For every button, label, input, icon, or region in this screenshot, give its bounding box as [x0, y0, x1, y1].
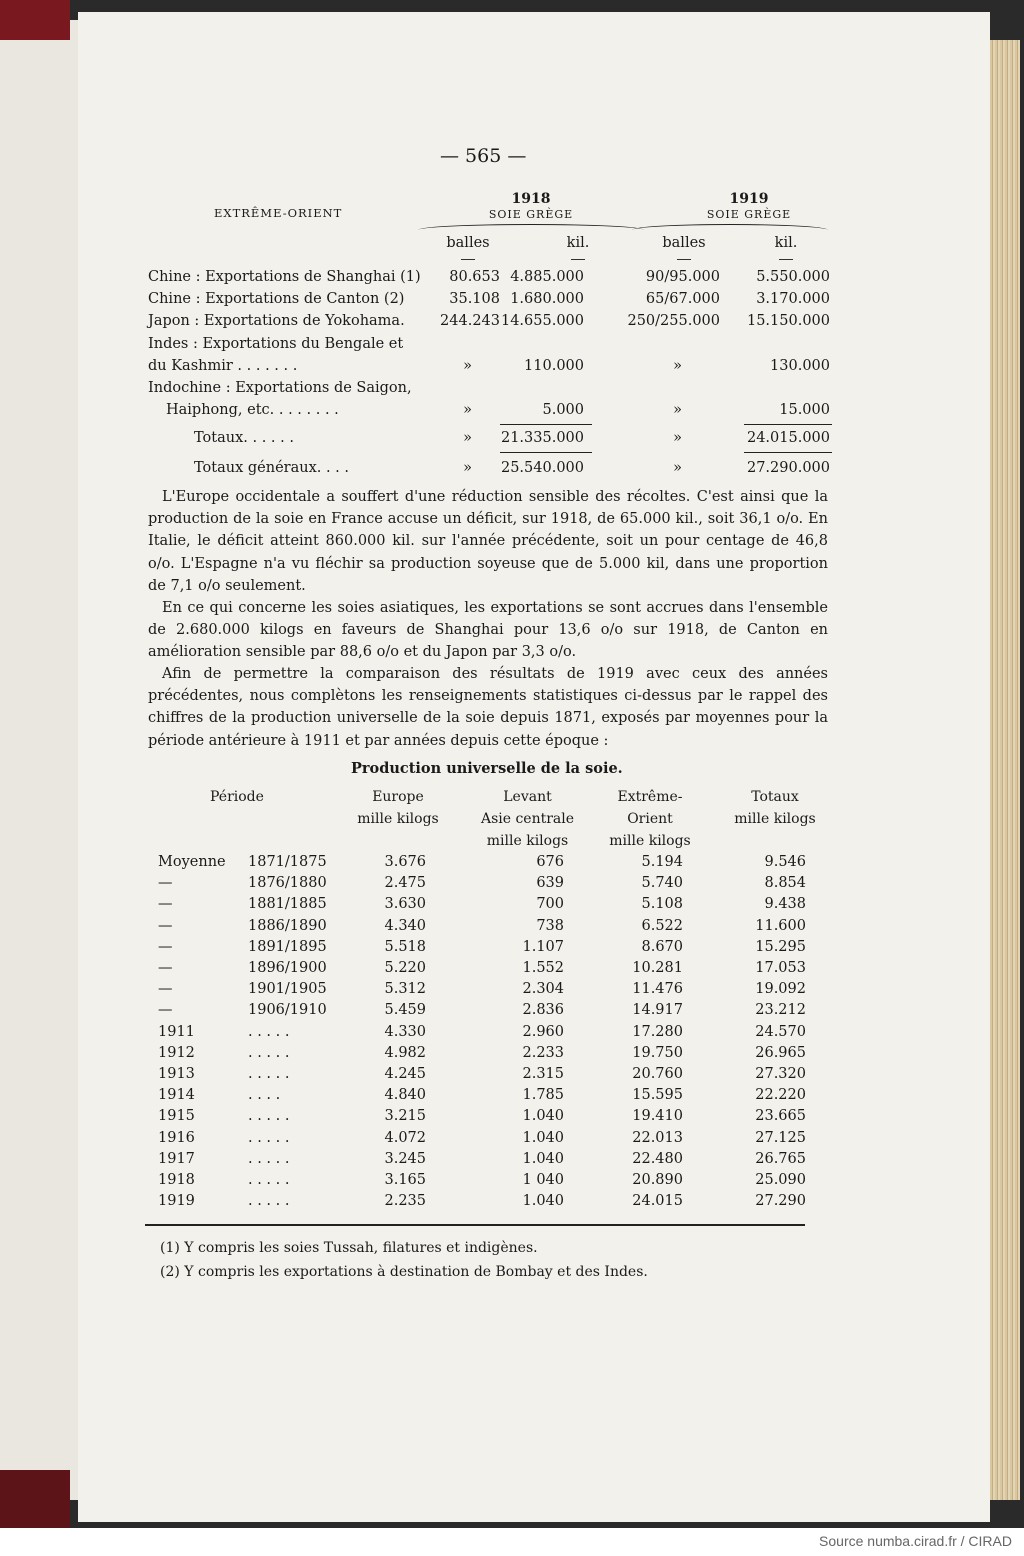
cell-period: . . . . .	[248, 1023, 290, 1040]
table-row	[148, 1151, 808, 1172]
cell-value: »	[673, 358, 682, 374]
cell-levant: 676	[536, 854, 564, 870]
cell-value: 21.335.000	[500, 430, 584, 446]
cell-extreme: 6.522	[641, 917, 683, 934]
dash	[779, 259, 793, 260]
cell-europe: 5.518	[384, 938, 426, 955]
cell-levant: 2.315	[522, 1066, 564, 1082]
header-totaux: Totaux	[751, 789, 799, 805]
cell-extreme: 10.281	[632, 960, 683, 976]
cell-extreme: 24.015	[632, 1193, 683, 1210]
cell-label: 1916	[158, 1129, 195, 1146]
cell-label: 1912	[158, 1044, 195, 1061]
table-row	[148, 1130, 808, 1151]
cell-value: 1.680.000	[510, 291, 584, 307]
cell-label: —	[158, 1002, 173, 1019]
cell-total: 23.665	[755, 1108, 806, 1125]
cell-label: Moyenne	[158, 854, 226, 870]
table-row	[148, 1172, 808, 1193]
cell-value: 65/67.000	[645, 291, 720, 307]
table-row	[148, 918, 808, 939]
left-page-edge	[0, 20, 80, 1500]
cell-levant: 1.552	[522, 960, 564, 976]
cell-levant: 639	[536, 875, 564, 892]
cell-europe: 3.245	[384, 1150, 426, 1167]
cell-period: . . . . .	[248, 1066, 290, 1082]
table-row	[148, 939, 808, 960]
cell-europe: 3.630	[384, 896, 426, 913]
cell-period: . . . . .	[248, 1044, 290, 1061]
table-row	[148, 981, 808, 1002]
cell-total: 15.295	[755, 938, 806, 955]
cell-extreme: 8.670	[641, 938, 683, 955]
header-levant-2: Asie centrale	[480, 811, 575, 827]
table-row	[148, 1066, 808, 1087]
cell-extreme: 17.280	[632, 1023, 683, 1040]
cell-europe: 4.330	[384, 1023, 426, 1040]
cell-levant: 1.785	[522, 1087, 564, 1104]
dash	[677, 259, 691, 260]
totaux-generaux-label: Totaux généraux. . . .	[194, 460, 350, 476]
cell-label: 1917	[158, 1150, 195, 1167]
cell-europe: 2.235	[384, 1193, 426, 1210]
table-row	[148, 1108, 808, 1129]
header-europe-unit: mille kilogs	[357, 811, 439, 827]
cell-period: 1901/1905	[248, 981, 327, 998]
footnote-mark: (1)	[160, 1240, 180, 1256]
cell-value: 90/95.000	[645, 269, 720, 285]
cell-total: 9.546	[764, 854, 806, 870]
row-label: Indochine : Exportations de Saigon,	[148, 380, 412, 396]
table-row	[148, 1024, 808, 1045]
cell-period: . . . . .	[248, 1129, 290, 1146]
cell-value: 35.108	[449, 291, 500, 307]
row-label: Japon : Exportations de Yokohama.	[148, 313, 405, 329]
cell-levant: 700	[536, 896, 564, 913]
cell-extreme: 20.760	[632, 1066, 683, 1082]
cell-value: 80.653	[449, 269, 500, 285]
cell-extreme: 5.108	[641, 896, 683, 913]
source-credit[interactable]: Source numba.cirad.fr / CIRAD	[819, 1533, 1012, 1549]
cell-extreme: 22.013	[632, 1129, 683, 1146]
cell-value: »	[463, 402, 472, 418]
cell-value: 25.540.000	[500, 460, 584, 476]
row-label-cont: du Kashmir . . . . . . .	[148, 358, 298, 374]
cell-value: 15.000	[779, 402, 830, 418]
page-edges	[990, 40, 1020, 1500]
cell-label: 1919	[158, 1193, 195, 1210]
sum-rule-1919	[744, 424, 832, 425]
col-balles-1919: balles	[662, 235, 706, 251]
footnote-2	[160, 1264, 648, 1280]
cell-extreme: 15.595	[632, 1087, 683, 1104]
table-row	[148, 960, 808, 981]
cell-period: 1871/1875	[248, 854, 327, 870]
table-row	[148, 896, 808, 917]
cell-total: 8.854	[764, 875, 806, 892]
row-label: Indes : Exportations du Bengale et	[148, 336, 404, 352]
cell-value: 4.885.000	[510, 269, 584, 285]
cell-value: »	[463, 430, 472, 446]
brace-1919	[632, 224, 828, 231]
footnote-rule	[145, 1224, 805, 1226]
col-kil-1918: kil.	[566, 235, 590, 251]
cell-label: —	[158, 938, 173, 955]
sum-rule-1918	[500, 452, 592, 453]
page-number: — 565 —	[440, 145, 527, 167]
table-row	[148, 854, 808, 875]
cell-europe: 5.459	[384, 1002, 426, 1019]
cell-period: 1881/1885	[248, 896, 327, 913]
header-europe: Europe	[372, 789, 424, 805]
row-label: Chine : Exportations de Canton (2)	[148, 291, 405, 307]
col-balles-1918: balles	[446, 235, 490, 251]
cell-label: 1918	[158, 1172, 195, 1188]
header-periode: Période	[210, 789, 264, 805]
table-row	[148, 1193, 808, 1214]
cell-europe: 4.982	[384, 1044, 426, 1061]
cell-value: 244.243	[440, 313, 500, 329]
cell-label: —	[158, 917, 173, 934]
cell-europe: 3.676	[384, 854, 426, 870]
cell-levant: 1.040	[522, 1108, 564, 1125]
cell-europe: 3.215	[384, 1108, 426, 1125]
cell-value: 14.655.000	[500, 313, 584, 329]
cell-period: . . . . .	[248, 1193, 290, 1210]
paragraph-comparaison: Afin de permettre la comparaison des résultats de 1919 avec ceux des années précédentes, nous complètons les renseignements statistiques ci-dessus par le rappel des chiffres de la production universelle de la soie depuis 1871, exposés par moyennes pour la période antérieure à 1911 et par années depuis cette époque :	[148, 666, 828, 749]
binding-bottom	[0, 1470, 70, 1528]
brace-1918	[418, 224, 644, 231]
cell-label: —	[158, 981, 173, 998]
table-row	[148, 875, 808, 896]
sum-rule-1919	[744, 452, 832, 453]
cell-period: . . . .	[248, 1087, 281, 1104]
cell-value: 24.015.000	[746, 430, 830, 446]
cell-period: . . . . .	[248, 1172, 290, 1188]
table-title: Production universelle de la soie.	[351, 760, 623, 777]
cell-extreme: 19.750	[632, 1044, 683, 1061]
cell-label: 1913	[158, 1066, 195, 1082]
totaux-label: Totaux. . . . . .	[194, 430, 294, 446]
cell-label: 1911	[158, 1023, 195, 1040]
cell-europe: 4.245	[384, 1066, 426, 1082]
header-levant-unit: mille kilogs	[486, 833, 569, 849]
cell-total: 27.125	[755, 1129, 806, 1146]
table-row	[148, 1002, 808, 1023]
row-label-cont: Haiphong, etc. . . . . . . .	[166, 402, 339, 418]
col-kil-1919: kil.	[774, 235, 798, 251]
cell-total: 24.570	[755, 1023, 806, 1040]
dash	[571, 259, 585, 260]
cell-total: 19.092	[755, 981, 806, 998]
cell-value: 130.000	[770, 358, 830, 374]
cell-europe: 5.220	[384, 960, 426, 976]
soie-grege-1919: SOIE GRÈGE	[706, 208, 792, 221]
cell-total: 27.290	[755, 1193, 806, 1210]
cell-levant: 738	[536, 917, 564, 934]
cell-label: —	[158, 960, 173, 976]
footnote-text: Y compris les exportations à destination de Bombay et des Indes.	[184, 1264, 648, 1280]
cell-value: »	[463, 358, 472, 374]
cell-levant: 1.040	[522, 1129, 564, 1146]
cell-total: 22.220	[755, 1087, 806, 1104]
cell-europe: 4.340	[384, 917, 426, 934]
year-1919-header: 1919	[729, 191, 769, 207]
cell-period: 1896/1900	[248, 960, 327, 976]
paragraph-asie: En ce qui concerne les soies asiatiques, les exportations se sont accrues dans l'ensemble de 2.680.000 kilogs en faveurs de Shanghai pour 13,6 o/o sur 1918, de Canton en amélioration sensible par 88,6 o/o et du Japon par 3,3 o/o.	[148, 600, 828, 661]
cell-value: »	[673, 402, 682, 418]
cell-period: 1876/1880	[248, 875, 327, 892]
row-label: Chine : Exportations de Shanghai (1)	[148, 269, 421, 285]
cell-total: 17.053	[755, 960, 806, 976]
sum-rule-1918	[500, 424, 592, 425]
cell-levant: 2.304	[522, 981, 564, 998]
cell-total: 11.600	[755, 917, 806, 934]
cell-europe: 4.840	[384, 1087, 426, 1104]
cell-total: 23.212	[755, 1002, 806, 1019]
cell-levant: 1 040	[522, 1172, 564, 1188]
cell-total: 26.965	[755, 1044, 806, 1061]
cell-period: . . . . .	[248, 1150, 290, 1167]
cell-label: 1914	[158, 1087, 195, 1104]
footnote-1	[160, 1240, 538, 1256]
header-extreme: Extrême-	[617, 789, 683, 805]
cell-value: 27.290.000	[746, 460, 830, 476]
cell-levant: 1.040	[522, 1150, 564, 1167]
cell-value: »	[673, 430, 682, 446]
footnote-mark: (2)	[160, 1264, 180, 1280]
cell-extreme: 20.890	[632, 1172, 683, 1188]
dash	[461, 259, 475, 260]
cell-levant: 2.836	[522, 1002, 564, 1019]
header-levant: Levant	[503, 789, 552, 805]
cell-period: 1891/1895	[248, 938, 327, 955]
year-1918-header: 1918	[511, 191, 551, 207]
cell-total: 26.765	[755, 1150, 806, 1167]
binding-top	[0, 0, 70, 40]
cell-europe: 5.312	[384, 981, 426, 998]
cell-extreme: 22.480	[632, 1150, 683, 1167]
cell-value: 5.000	[542, 402, 584, 418]
table-row	[148, 1045, 808, 1066]
cell-extreme: 5.194	[641, 854, 683, 870]
cell-label: —	[158, 875, 173, 892]
header-totaux-unit: mille kilogs	[734, 811, 816, 827]
cell-label: 1915	[158, 1108, 195, 1125]
cell-levant: 1.107	[522, 938, 564, 955]
cell-value: 110.000	[524, 358, 584, 374]
cell-value: 15.150.000	[746, 313, 830, 329]
cell-levant: 1.040	[522, 1193, 564, 1210]
cell-extreme: 14.917	[632, 1002, 683, 1019]
table-row	[148, 1087, 808, 1108]
header-extreme-2: Orient	[627, 811, 673, 827]
cell-europe: 2.475	[384, 875, 426, 892]
cell-extreme: 11.476	[632, 981, 683, 998]
cell-total: 9.438	[764, 896, 806, 913]
cell-levant: 2.233	[522, 1044, 564, 1061]
footnote-text: Y compris les soies Tussah, filatures et indigènes.	[184, 1240, 538, 1256]
soie-grege-1918: SOIE GRÈGE	[488, 208, 574, 221]
cell-europe: 4.072	[384, 1129, 426, 1146]
cell-value: 250/255.000	[627, 313, 720, 329]
cell-period: . . . . .	[248, 1108, 290, 1125]
cell-value: 3.170.000	[756, 291, 830, 307]
cell-total: 27.320	[755, 1066, 806, 1082]
region-header: EXTRÊME-ORIENT	[214, 206, 343, 220]
cell-total: 25.090	[755, 1172, 806, 1188]
cell-value: 5.550.000	[756, 269, 830, 285]
cell-extreme: 19.410	[632, 1108, 683, 1125]
cell-value: »	[463, 460, 472, 476]
cell-europe: 3.165	[384, 1172, 426, 1188]
cell-extreme: 5.740	[641, 875, 683, 892]
cell-value: »	[673, 460, 682, 476]
cell-period: 1886/1890	[248, 917, 327, 934]
cell-label: —	[158, 896, 173, 913]
header-extreme-unit: mille kilogs	[609, 833, 691, 849]
cell-levant: 2.960	[522, 1023, 564, 1040]
paragraph-europe: L'Europe occidentale a souffert d'une réduction sensible des récoltes. C'est ainsi que la production de la soie en France accuse un déficit, sur 1918, de 65.000 kil., soit 36,1 o/o. En Italie, le déficit atteint 860.000 kil. sur l'année précédente, soit un pour centage de 46,8 o/o. L'Espagne n'a vu fléchir sa production soyeuse que de 5.000 kil, dans une proportion de 7,1 o/o seulement.	[148, 489, 828, 594]
cell-period: 1906/1910	[248, 1002, 327, 1019]
